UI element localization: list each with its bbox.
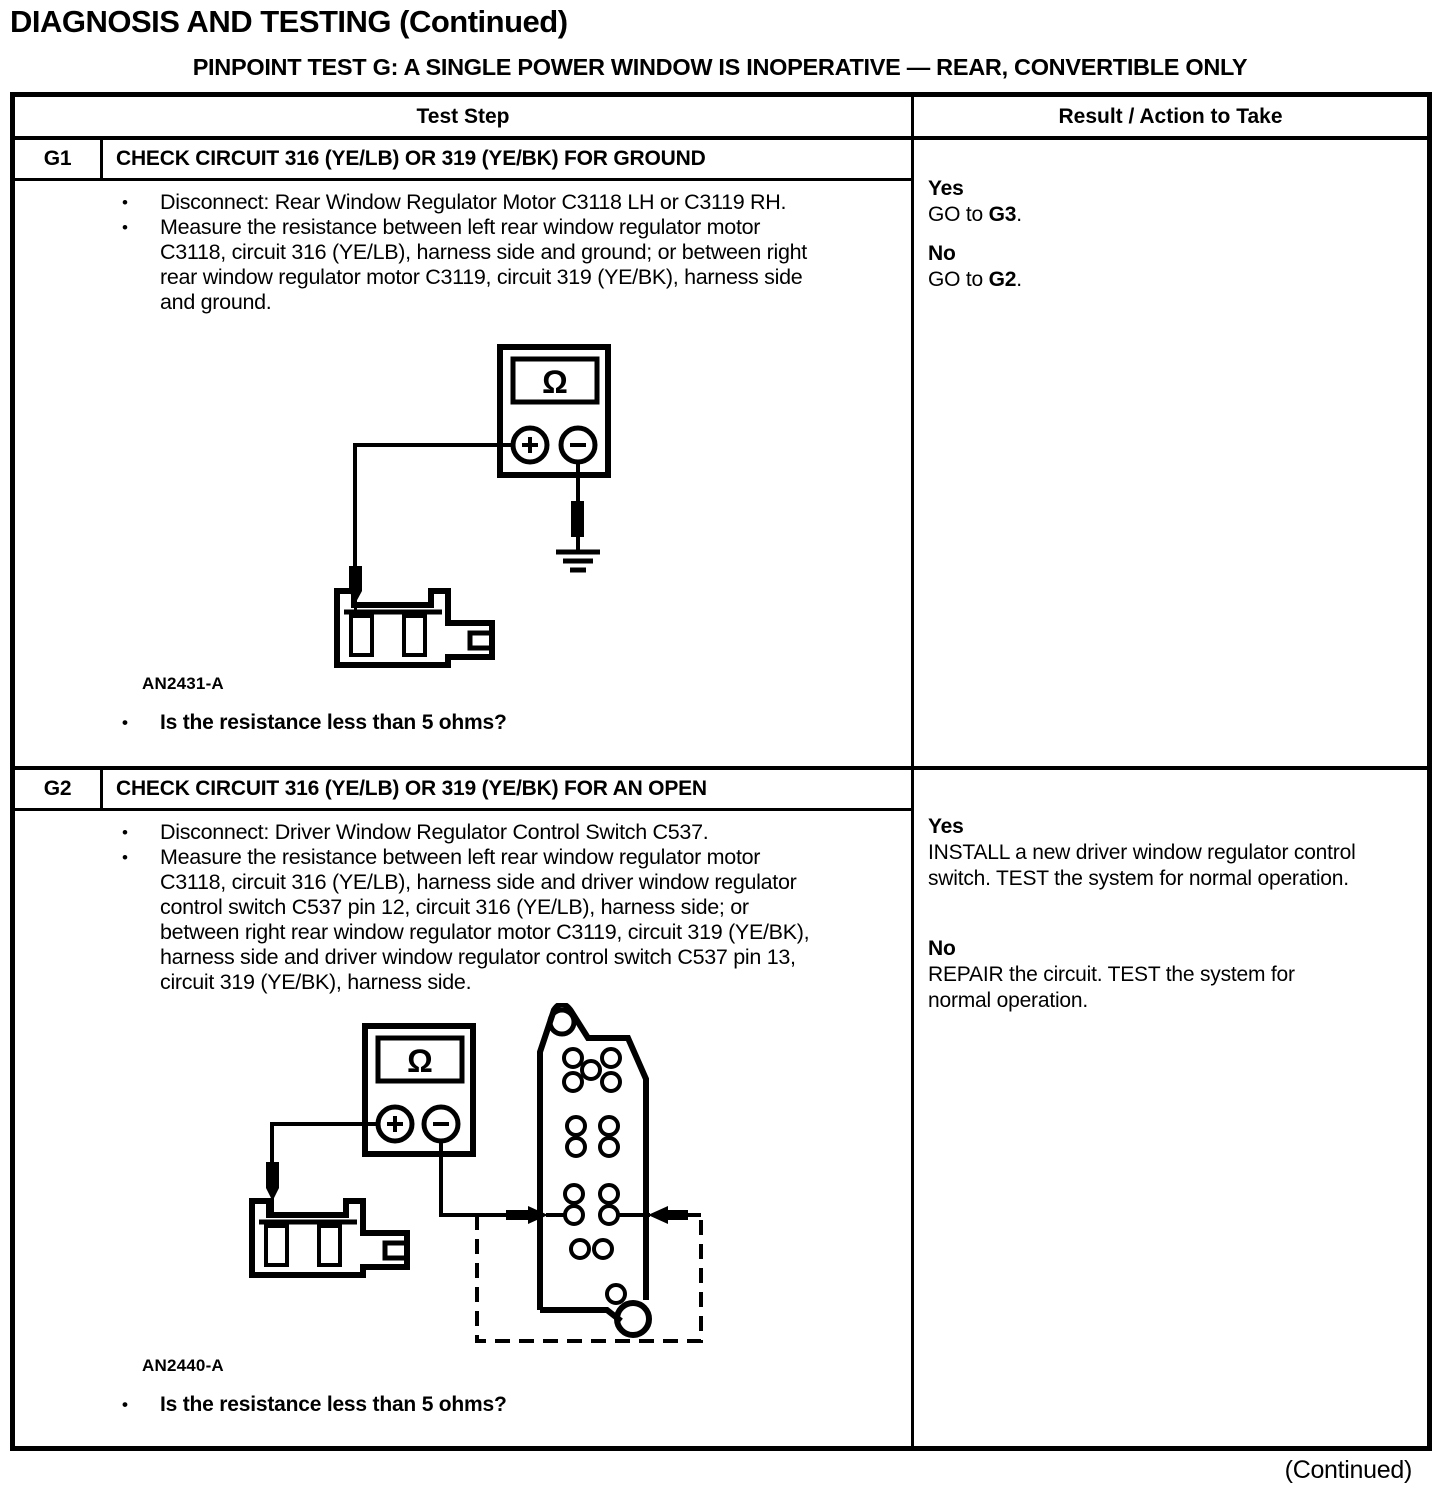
result-yes bbox=[928, 176, 1360, 228]
step-text: Disconnect: Driver Window Regulator Control Switch C537. bbox=[160, 820, 709, 844]
pinpoint-test-subtitle: PINPOINT TEST G: A SINGLE POWER WINDOW IS INOPERATIVE — REAR, CONVERTIBLE ONLY bbox=[192, 54, 1248, 80]
list-item bbox=[122, 190, 899, 215]
page-title: DIAGNOSIS AND TESTING (Continued) bbox=[10, 4, 568, 39]
step-text: Measure the resistance between left rear window regulator motor C3118, circuit 316 (YE/LB), harness side and driver window regulator control switch C537 pin 12, circuit 316 (YE/LB), harness side; or between right rear window regulator motor C3119, circuit 319 (YE/BK), harness side and driver window regulator control switch C537 pin 13, circuit 319 (YE/BK), harness side. bbox=[160, 845, 810, 994]
bullet-icon: • bbox=[122, 218, 128, 237]
list-item bbox=[122, 845, 899, 995]
table-header-row bbox=[15, 97, 1427, 140]
motor-connector bbox=[252, 1201, 407, 1275]
result-yes bbox=[928, 814, 1360, 892]
jumper-arrow-right bbox=[618, 1206, 701, 1224]
ground-symbol bbox=[556, 552, 600, 570]
result-no bbox=[928, 936, 1360, 1014]
ohmmeter-ground-test-diagram bbox=[300, 333, 720, 673]
column-header-result: Result / Action to Take bbox=[1058, 105, 1283, 128]
result-cell-g1 bbox=[914, 140, 1427, 766]
step-list-g2 bbox=[15, 811, 911, 995]
result-action: GO to G2. bbox=[928, 268, 1022, 291]
step-question-g2 bbox=[15, 1392, 911, 1417]
result-action: REPAIR the circuit. TEST the system for normal operation. bbox=[928, 963, 1295, 1012]
figure-label: AN2440-A bbox=[142, 1356, 224, 1375]
result-action: INSTALL a new driver window regulator control switch. TEST the system for normal operation. bbox=[928, 841, 1356, 890]
list-item bbox=[122, 215, 899, 315]
test-step-cell-g2 bbox=[15, 770, 914, 1446]
switch-connector bbox=[540, 1004, 649, 1335]
step-title-g1: CHECK CIRCUIT 316 (YE/LB) OR 319 (YE/BK) FOR GROUND bbox=[116, 147, 706, 170]
harness-boundary-dashed-box bbox=[477, 1215, 701, 1341]
question-text: Is the resistance less than 5 ohms? bbox=[160, 1393, 507, 1416]
bullet-icon: • bbox=[122, 848, 128, 867]
test-step-cell-g1 bbox=[15, 140, 914, 766]
continued-note: (Continued) bbox=[1284, 1456, 1412, 1484]
test-row-g1 bbox=[15, 140, 1427, 766]
step-title-bar-g1 bbox=[15, 140, 911, 181]
result-no bbox=[928, 241, 1360, 293]
result-answer: Yes bbox=[928, 815, 964, 838]
bullet-icon: • bbox=[122, 193, 128, 212]
ohm-display-symbol: Ω bbox=[542, 364, 568, 400]
step-text: Disconnect: Rear Window Regulator Motor C3118 LH or C3119 RH. bbox=[160, 190, 787, 214]
column-header-test-step: Test Step bbox=[15, 97, 914, 136]
list-item bbox=[122, 820, 899, 845]
result-answer: Yes bbox=[928, 177, 964, 200]
result-cell-g2 bbox=[914, 770, 1427, 1446]
step-content-g1 bbox=[15, 181, 911, 766]
test-row-g2 bbox=[15, 766, 1427, 1446]
motor-connector bbox=[337, 591, 492, 665]
step-title-bar-g2 bbox=[15, 770, 911, 811]
step-text: Measure the resistance between left rear window regulator motor C3118, circuit 316 (YE/LB), harness side and ground; or between right rear window regulator motor C3119, circuit 319 (YE/BK), harness side and ground. bbox=[160, 215, 807, 314]
step-content-g2 bbox=[15, 811, 911, 1446]
result-answer: No bbox=[928, 937, 956, 960]
ohm-display-symbol: Ω bbox=[407, 1043, 433, 1079]
question-text: Is the resistance less than 5 ohms? bbox=[160, 711, 507, 734]
result-answer: No bbox=[928, 242, 956, 265]
step-code-g2: G2 bbox=[15, 770, 103, 808]
step-code-g1: G1 bbox=[15, 140, 103, 178]
step-list-g1 bbox=[15, 181, 911, 315]
pinpoint-test-table bbox=[10, 92, 1432, 1451]
step-question-g1 bbox=[15, 710, 911, 735]
bullet-icon: • bbox=[122, 823, 128, 842]
step-title-g2: CHECK CIRCUIT 316 (YE/LB) OR 319 (YE/BK) FOR AN OPEN bbox=[116, 777, 707, 800]
bullet-icon: • bbox=[122, 713, 128, 732]
figure-label: AN2431-A bbox=[142, 674, 224, 693]
bullet-icon: • bbox=[122, 1395, 128, 1414]
connector-pins bbox=[564, 1049, 625, 1303]
result-action: GO to G3. bbox=[928, 203, 1022, 226]
ohmmeter-open-circuit-test-diagram bbox=[210, 1003, 710, 1355]
